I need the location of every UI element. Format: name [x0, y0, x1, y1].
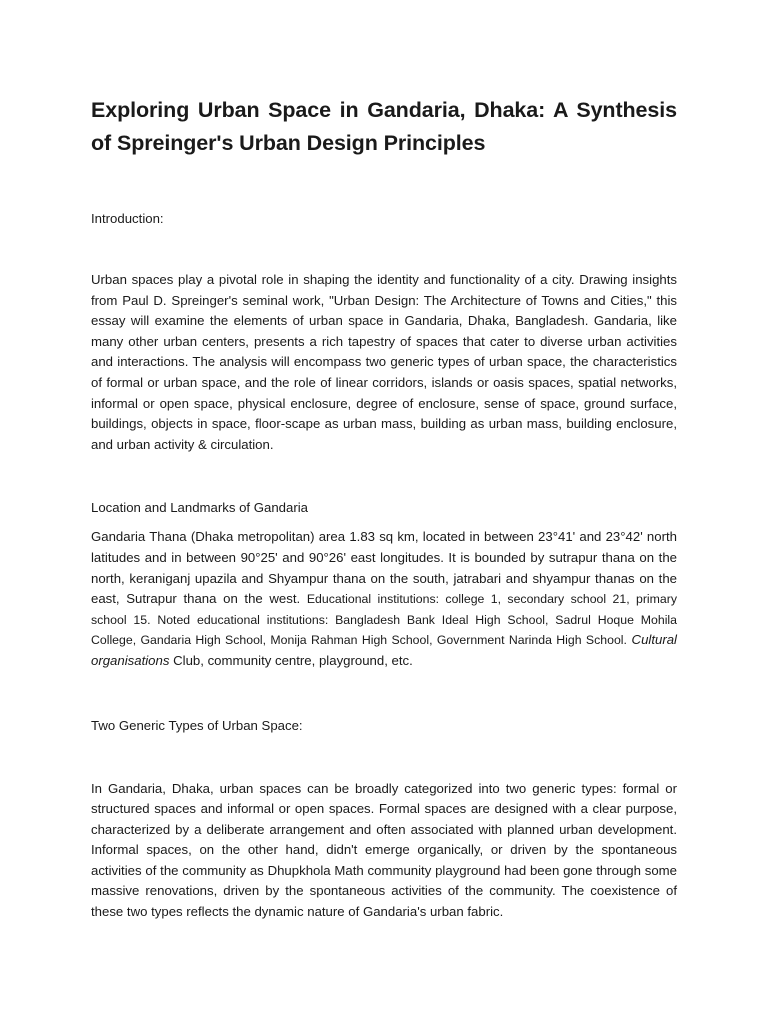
document-content — [91, 94, 677, 923]
location-text-part3: Club, community centre, playground, etc. — [173, 652, 413, 668]
location-text-education: Educational institutions: college 1, secondary school 21, primary school 15. Noted educational institutions: Bangladesh Bank Ideal High School, Sadrul Hoque Mohila College, Gandaria High School, Monija Rahman High School, Government Narinda High School. — [91, 592, 677, 648]
paragraph-location — [91, 527, 677, 671]
paragraph-generic-types: In Gandaria, Dhaka, urban spaces can be broadly categorized into two generic types: formal or structured spaces and informal or open spaces. Formal spaces are designed with a clear purpose, characterized by a deliberate arrangement and often associated with planned urban development. Informal spaces, on the other hand, didn't emerge organically, or driven by the spontaneous activities of the community as Dhupkhola Math community playground had been gone through some massive renovations, driven by the spontaneous activities of the community. The coexistence of these two types reflects the dynamic nature of Gandaria's urban fabric. — [91, 780, 677, 920]
section-heading-generic-types: Two Generic Types of Urban Space: — [91, 717, 303, 733]
document-title: Exploring Urban Space in Gandaria, Dhaka: A Synthesis of Spreinger's Urban Design Principles — [91, 98, 677, 155]
paragraph-introduction: Urban spaces play a pivotal role in shaping the identity and functionality of a city. Drawing insights from Paul D. Spreinger's seminal work, "Urban Design: The Architecture of Towns and Cities," this essay will examine the elements of urban space in Gandaria, Dhaka, Bangladesh. Gandaria, like many other urban centers, presents a rich tapestry of spaces that cater to diverse urban activities and interactions. The analysis will encompass two generic types of urban space, the characteristics of formal or urban space, and the role of linear corridors, islands or oasis spaces, spatial networks, informal or open space, physical enclosure, degree of enclosure, sense of space, ground surface, buildings, objects in space, floor-scape as urban mass, building as urban mass, building enclosure, and urban activity & circulation. — [91, 272, 677, 452]
section-heading-introduction: Introduction: — [91, 211, 164, 226]
location-text-italic: Cultural organisations — [91, 632, 677, 668]
section-heading-location: Location and Landmarks of Gandaria — [91, 500, 309, 516]
location-text-part1: Gandaria Thana (Dhaka metropolitan) area 1.83 sq km, located in between 23°41' and 23°42' north latitudes and in between 90°25' and 90°26' east longitudes. It is bounded by sutrapur thana on the north, keraniganj upazila and Shyampur thana on the south, jatrabari and shyampur thanas on the east, Sutrapur thana on the west. — [91, 529, 677, 607]
